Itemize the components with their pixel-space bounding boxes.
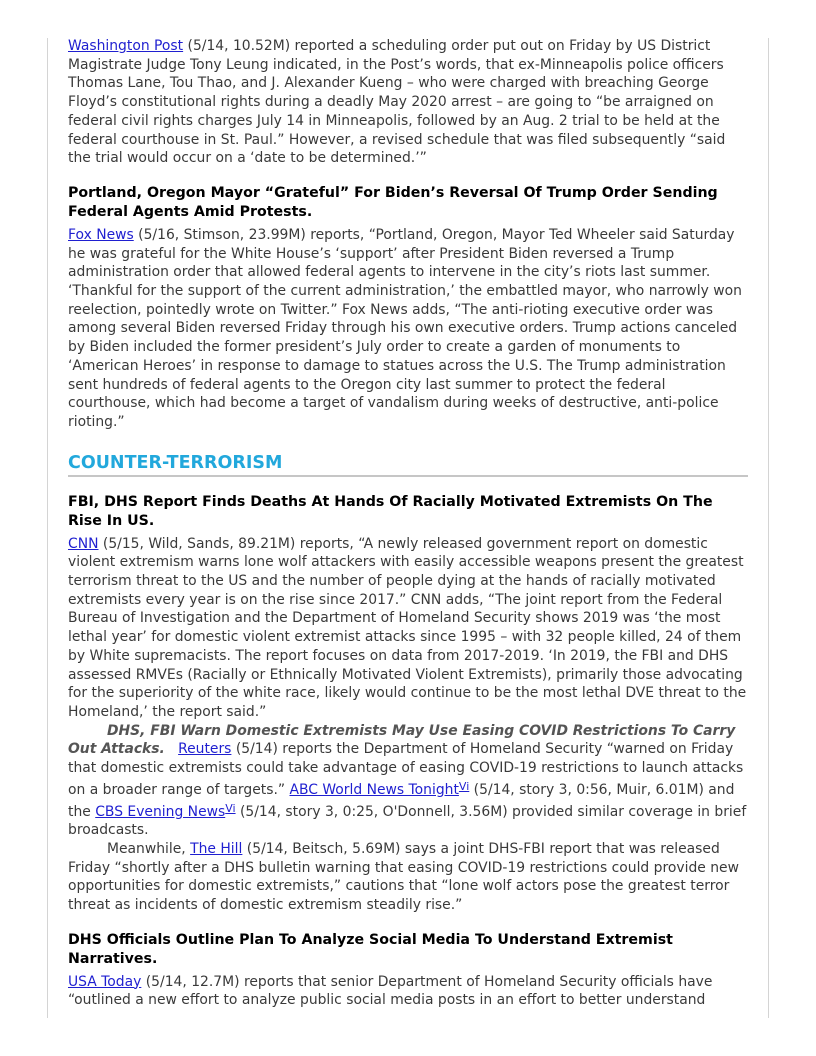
source-link-usa-today[interactable]: USA Today xyxy=(68,973,142,990)
article-text: (5/14, 12.7M) reports that senior Department of Homeland Security officials have “outlined a new effort to analyze public social media posts in an effort to better understand xyxy=(68,973,713,1009)
source-link-reuters[interactable]: Reuters xyxy=(178,741,232,758)
sub-headline: DHS, FBI Warn Domestic Extremists May Use Easing COVID Restrictions To Carry Out Attacks. xyxy=(68,722,736,758)
article-text: (5/16, Stimson, 23.99M) reports, “Portland, Oregon, Mayor Ted Wheeler said Saturday he was grateful for the White House’s ‘support’ after President Biden reversed a Trump administration order that allowed federal agents to intervene in the city’s riots last summer. ‘Thankful for the support of the current administration,’ the embattled mayor, who narrowly won reelection, pointedly wrote on Twitter.” Fox News adds, “The anti-rioting executive order was among several Biden reversed Friday through his own executive orders. Trump actions canceled by Biden included the former president’s July order to create a garden of monuments to ‘American Heroes’ in response to damage to statues across the U.S. The Trump administration sent hundreds of federal agents to the Oregon city last summer to protect the federal courthouse, which had become a target of vandalism during weeks of destructive, anti-police rioting.” xyxy=(68,226,742,430)
source-link-cnn[interactable]: CNN xyxy=(68,535,99,552)
article-text: (5/15, Wild, Sands, 89.21M) reports, “A newly released government report on domestic violent extremism warns lone wolf attackers with easily accessible weapons present the greatest terrorism threat to the US and the number of people dying at the hands of racially motivated extremists every year is on the rise since 2017.” CNN adds, “The joint report from the Federal Bureau of Investigation and the Department of Homeland Security shows 2019 was ‘the most lethal year’ for domestic violent extremist attacks since 1995 – with 32 people killed, 24 of them by White supremacists. The report focuses on data from 2017-2019. ‘In 2019, the FBI and DHS assessed RMVEs (Racially or Ethnically Motivated Violent Extremists), primarily those advocating for the superiority of the white race, likely would continue to be the most lethal DVE threat to the Homeland,’ the report said.” xyxy=(68,535,747,720)
right-margin-rule xyxy=(768,38,769,1018)
article-headline: DHS Officials Outline Plan To Analyze Social Media To Understand Extremist Narratives. xyxy=(68,931,673,967)
article-headline: Portland, Oregon Mayor “Grateful” For Biden’s Reversal Of Trump Order Sending Federal Agents Amid Protests. xyxy=(68,184,718,220)
article-paragraph xyxy=(68,226,748,432)
article-headline: FBI, DHS Report Finds Deaths At Hands Of Racially Motivated Extremists On The Rise In US. xyxy=(68,493,713,529)
article-text: (5/14, story 3, 0:25, O'Donnell, 3.56M) provided similar coverage in brief broadcasts. xyxy=(68,803,747,839)
sub-article-paragraph xyxy=(68,722,748,840)
source-link-cbs-evening-news[interactable]: CBS Evening News xyxy=(95,803,226,820)
article-paragraph xyxy=(68,37,748,168)
source-link-the-hill[interactable]: The Hill xyxy=(190,840,243,857)
left-margin-rule xyxy=(47,38,48,1018)
video-link-icon[interactable]: Vi xyxy=(458,779,470,793)
article-paragraph xyxy=(68,840,748,915)
article-paragraph xyxy=(68,973,748,1010)
document-page xyxy=(68,37,748,1010)
article-text: (5/14, story 3, 0:56, Muir, 6.01M) and the xyxy=(68,781,735,820)
article-text: (5/14, Beitsch, 5.69M) says a joint DHS-FBI report that was released Friday “shortly after a DHS bulletin warning that easing COVID-19 restrictions could provide new opportunities for domestic extremists,” cautions that “lone wolf actors pose the greatest terror threat as incidents of domestic extremism steadily rise.” xyxy=(68,840,739,914)
article-paragraph xyxy=(68,535,748,722)
source-link-abc-world-news[interactable]: ABC World News Tonight xyxy=(289,781,459,798)
source-link-washington-post[interactable]: Washington Post xyxy=(68,38,184,54)
source-link-fox-news[interactable]: Fox News xyxy=(68,226,134,243)
article-text: Meanwhile, xyxy=(107,840,191,857)
video-link-icon[interactable]: Vi xyxy=(225,801,236,815)
section-title: COUNTER-TERRORISM xyxy=(68,452,748,477)
article-text: (5/14, 10.52M) reported a scheduling order put out on Friday by US District Magistrate Judge Tony Leung indicated, in the Post’s words, that ex-Minneapolis police officers Thomas Lane, Tou Thao, and J. Alexander Kueng – who were charged with breaching George Floyd’s constitutional rights during a deadly May 2020 arrest – are going to “be arraigned on federal civil rights charges July 14 in Minneapolis, followed by an Aug. 2 trial to be held at the federal courthouse in St. Paul.” However, a revised schedule that was filed subsequently “said the trial would occur on a ‘date to be determined.’” xyxy=(68,38,726,167)
article-text: (5/14) reports the Department of Homeland Security “warned on Friday that domestic extremists could take advantage of easing COVID-19 restrictions to launch attacks on a broader range of targets.” xyxy=(68,741,744,798)
